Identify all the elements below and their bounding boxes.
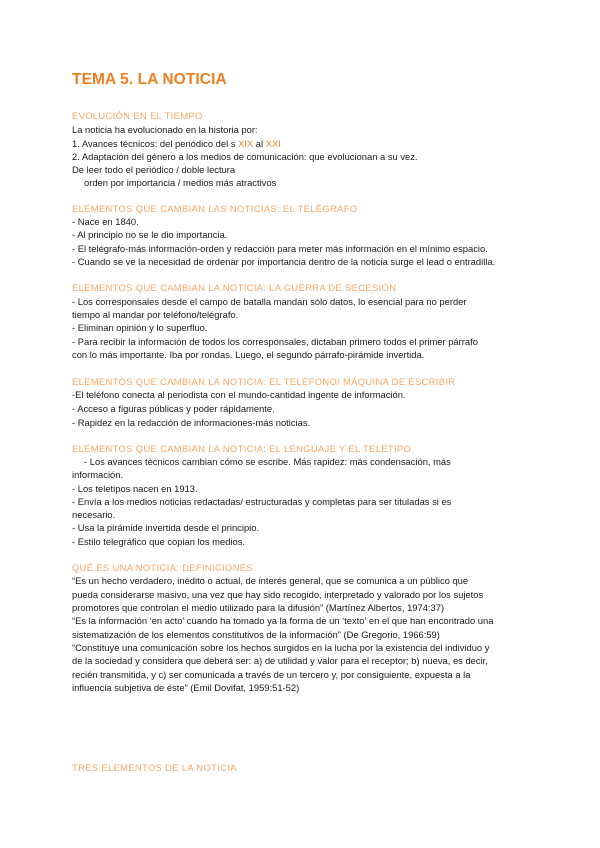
section-heading-guerra-secesion: ELEMENTOS QUE CAMBIAN LA NOTICIA: LA GUERRA DE SECESIÓN — [72, 282, 397, 293]
text-line: sistematización de los elementos constitutivos de la información” (De Gregorio, 1966:59) — [72, 629, 440, 640]
text-line: - Los teletipos nacen en 1913. — [72, 483, 198, 494]
text-line: - Cuando se ve la necesidad de ordenar por importancia dentro de la noticia surge el lead o entradilla. — [72, 256, 496, 267]
text-line: recién transmitida, y c) ser comunicada a través de un tercero y, por consiguiente, expuesta a la — [72, 669, 471, 680]
section-heading-evolucion: EVOLUCIÓN EN EL TIEMPO — [72, 110, 203, 121]
text-line: “Es un hecho verdadero, inédito o actual, de interés general, que se comunica a un público que — [72, 575, 469, 586]
text-line: “Es la información ‘en acto’ cuando ha tomado ya la forma de un ‘texto’ en el que han encontrado una — [72, 615, 494, 626]
section-heading-definiciones: QUÉ ES UNA NOTICIA: DEFINICIONES — [72, 562, 254, 573]
text-line: -El teléfono conecta al periodista con el mundo-cantidad ingente de información. — [72, 389, 406, 400]
text-line: 2. Adaptación del género a los medios de comunicación: que evolucionan a su vez. — [72, 151, 418, 162]
text-line: tiempo al mandar por teléfono/telégrafo. — [72, 309, 239, 320]
text-line: - Estilo telegráfico que copian los medios. — [72, 536, 246, 547]
text-line: De leer todo el periódico / doble lectura — [72, 164, 236, 175]
text-line: necesario. — [72, 509, 116, 520]
text-line: influencia subjetiva de éste” (Emil Dovifat, 1959:51-52) — [72, 682, 300, 693]
text-span: al — [253, 138, 266, 149]
text-line: - Nace en 1840. — [72, 216, 139, 227]
page-title: TEMA 5. LA NOTICIA — [72, 71, 227, 88]
text-line: - Eliminan opinión y lo superfluo. — [72, 322, 208, 333]
text-line: pueda considerarse masivo, una vez que hay sido recogido, interpretado y valorado por los sujetos — [72, 589, 484, 600]
century-xix: XIX — [238, 138, 254, 149]
section-heading-telegrafo: ELEMENTOS QUE CAMBIAN LAS NOTICIAS: EL TELÉGRAFO — [72, 203, 358, 214]
text-line: de la sociedad y considera que deberá ser: a) de utilidad y valor para el receptor; b) nueva, es decir, — [72, 655, 488, 666]
text-line: - Usa la pirámide invertida desde el principio. — [72, 522, 260, 533]
text-line: - Al principio no se le dio importancia. — [72, 229, 228, 240]
text-line — [72, 138, 281, 150]
century-xxi: XXI — [265, 138, 281, 149]
text-line: - Rapidez en la redacción de informaciones-más noticias. — [72, 417, 311, 428]
text-line: “Constituye una comunicación sobre los hechos surgidos en la lucha por la existencia del individuo y — [72, 642, 490, 653]
section-heading-telefono: ELEMENTOS QUE CAMBIAN LA NOTICIA: EL TELÉFONO/ MÁQUINA DE ESCRIBIR — [72, 376, 456, 387]
text-line: promotores que controlan el medio utilizado para la difusión” (Martínez Albertos, 1974:37) — [72, 602, 445, 613]
section-heading-lenguaje-teletipo: ELEMENTOS QUE CAMBIAN LA NOTICIA: EL LENGUAJE Y EL TELETIPO — [72, 443, 412, 454]
text-span: 1. Avances técnicos: del periódico del s — [72, 138, 239, 149]
text-line: - Para recibir la información de todos los corresponsales, dictaban primero todos el primer párrafo — [72, 336, 478, 347]
text-line: con lo más importante. Iba por rondas. Luego, el segundo párrafo-pirámide invertida. — [72, 349, 425, 360]
text-line: - Los corresponsales desde el campo de batalla mandan sólo datos, lo esencial para no perder — [72, 296, 467, 307]
text-line: información. — [72, 469, 124, 480]
text-line: - El telégrafo-más información-orden y redacción para meter más información en el mínimo espacio. — [72, 243, 488, 254]
text-line: - Los avances técnicos cambian cómo se escribe. Más rapidez: más condensación, más — [84, 456, 451, 467]
text-line: - Acceso a figuras públicas y poder rápidamente. — [72, 403, 275, 414]
section-heading-tres-elementos: TRES ELEMENTOS DE LA NOTICIA — [72, 762, 237, 773]
text-line: orden por importancia / medios más atractivos — [84, 177, 277, 188]
text-line: La noticia ha evolucionado en la historia por: — [72, 124, 258, 135]
text-line: - Envía a los medios noticias redactadas/ estructuradas y completas para ser tituladas si es — [72, 496, 452, 507]
